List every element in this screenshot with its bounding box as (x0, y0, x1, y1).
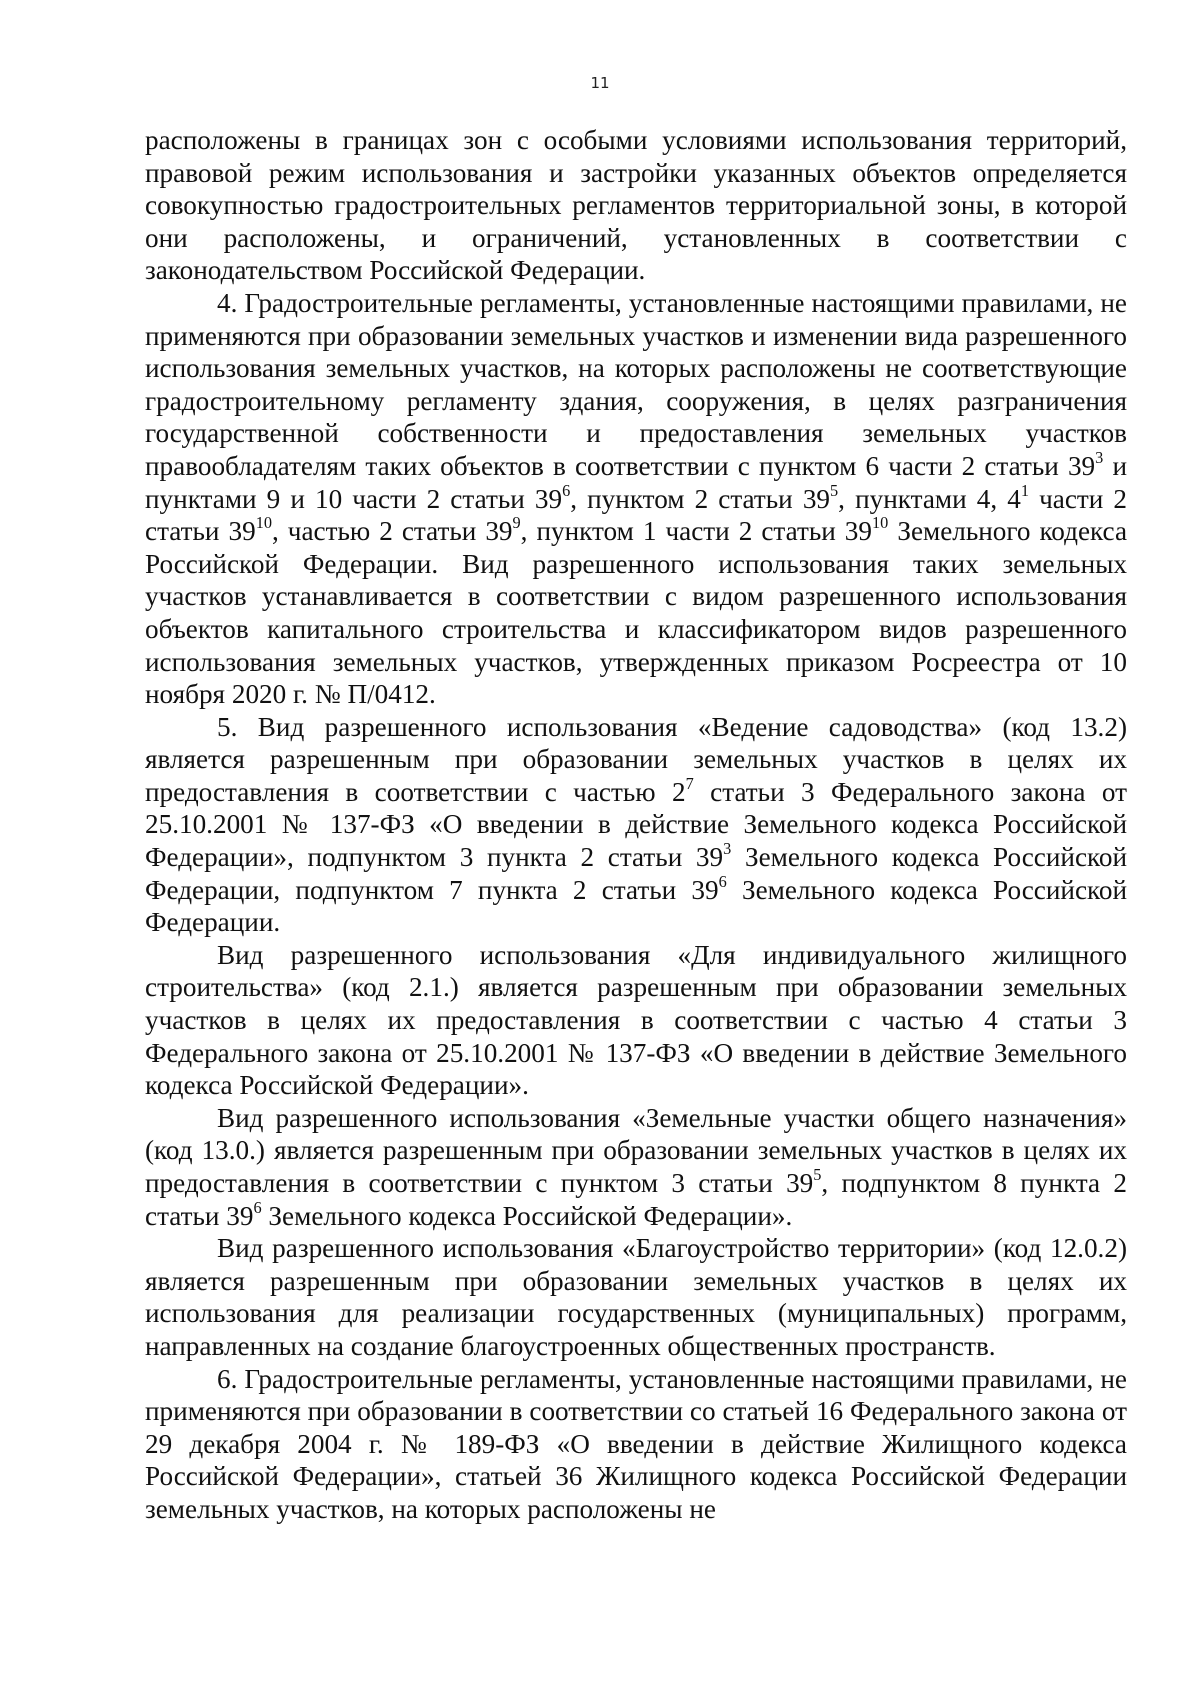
paragraph-item-5: 5. Вид разрешенного использования «Ведение садоводства» (код 13.2) является разрешенным при образовании земельных участков в целях их предоставления в соответствии с частью $2^7$ статьи 3 Федерального закона от 25.10.2001 № 137-ФЗ «О введении в действие Земельного кодекса Российской Федерации», подпунктом 3 пункта 2 статьи $39^3$ Земельного кодекса Российской Федерации, подпунктом 7 пункта 2 статьи $39^6$ Земельного кодекса Российской Федерации. (145, 711, 1127, 938)
paragraph-landscaping: Вид разрешенного использования «Благоустройство территории» (код 12.0.2) является разрешенным при образовании земельных участков в целях их использования для реализации государственных (муниципальных) программ, направленных на создание благоустроенных общественных пространств. (145, 1233, 1127, 1361)
paragraph-item-4: 4. Градостроительные регламенты, установленные настоящими правилами, не применяются при образовании земельных участков и изменении вида разрешенного использования земельных участков, на которых расположены не соответствующие градостроительному регламенту здания, сооружения, в целях разграничения государственной собственности и предоставления земельных участков правообладателям таких объектов в соответствии с пунктом 6 части 2 статьи $39^3$ и пунктами 9 и 10 части 2 статьи $39^6$, пунктом 2 статьи $39^5$, пунктами 4, $4^1$ части 2 статьи $39^{10}$, частью 2 статьи $39^9$, пунктом 1 части 2 статьи $39^{10}$ Земельного кодекса Российской Федерации. Вид разрешенного использования таких земельных участков устанавливается в соответствии с видом разрешенного использования объектов капитального строительства и классификатором видов разрешенного использования земельных участков, утвержденных приказом Росреестра от 10 ноября 2020 г. № П/0412. (145, 287, 1128, 710)
document-body (145, 124, 1127, 1526)
paragraph-item-6: 6. Градостроительные регламенты, установленные настоящими правилами, не применяются при образовании в соответствии со статьей 16 Федерального закона от 29 декабря 2004 г. № 189-ФЗ «О введении в действие Жилищного кодекса Российской Федерации», статьей 36 Жилищного кодекса Российской Федерации земельных участков, на которых расположены не (145, 1363, 1127, 1524)
page-number: 11 (590, 74, 610, 92)
paragraph-continuation: расположены в границах зон с особыми условиями использования территорий, правовой режим использования и застройки указанных объектов определяется совокупностью градостроительных регламентов территориальной зоны, в которой они расположены, и ограничений, установленных в соответствии с законодательством Российской Федерации. (145, 125, 1127, 286)
paragraph-general-purpose: Вид разрешенного использования «Земельные участки общего назначения» (код 13.0.) является разрешенным при образовании земельных участков в целях их предоставления в соответствии с пунктом 3 статьи $39^5$, подпунктом 8 пункта 2 статьи $39^6$ Земельного кодекса Российской Федерации». (145, 1102, 1127, 1231)
paragraph-izhs: Вид разрешенного использования «Для индивидуального жилищного строительства» (код 2.1.) является разрешенным при образовании земельных участков в целях их предоставления в соответствии с частью 4 статьи 3 Федерального закона от 25.10.2001 № 137-ФЗ «О введении в действие Земельного кодекса Российской Федерации». (145, 939, 1127, 1101)
